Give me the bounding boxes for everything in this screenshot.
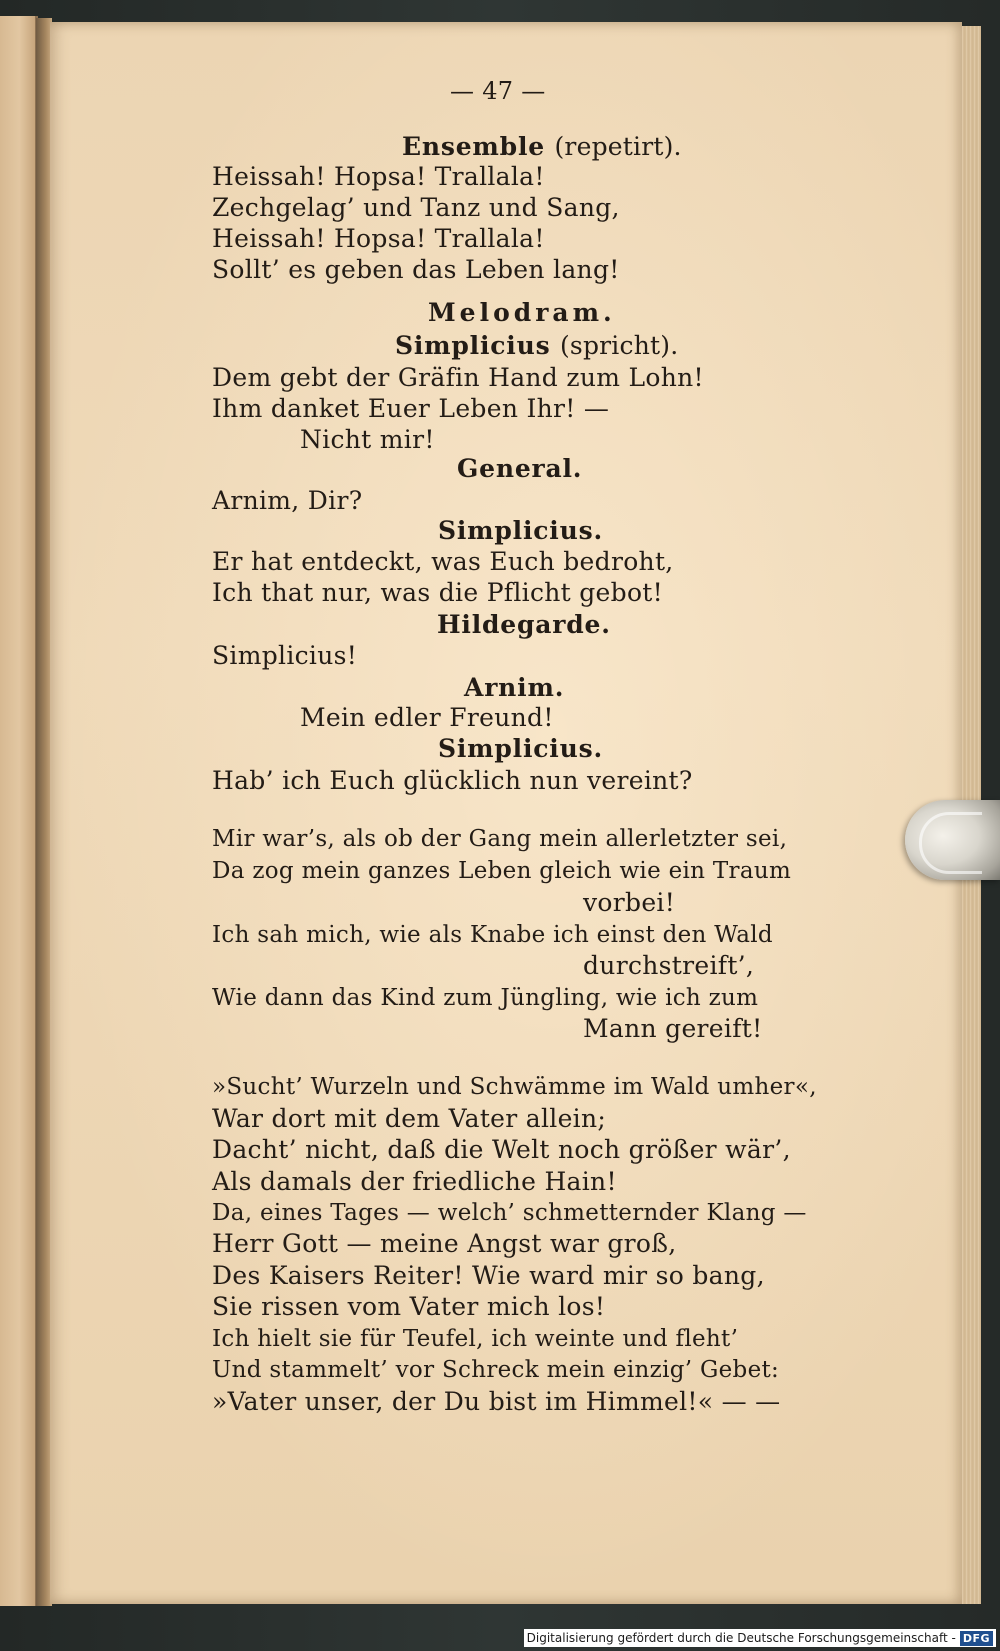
verse-line: Nicht mir! [300, 425, 435, 454]
verse-line: Ich hielt sie für Teufel, ich weinte und fleht’ [212, 1326, 739, 1352]
page-clip [905, 800, 1000, 880]
heading-text: Simplicius [395, 331, 551, 360]
verse-line: Da zog mein ganzes Leben gleich wie ein Traum [212, 858, 792, 884]
verse-line: Des Kaisers Reiter! Wie ward mir so bang, [212, 1261, 765, 1290]
verse-line: »Sucht’ Wurzeln und Schwämme im Wald umher«, [212, 1074, 817, 1100]
section-heading-melodram: Melodram. [428, 298, 616, 327]
verse-line: Sie rissen vom Vater mich los! [212, 1292, 606, 1321]
verse-line-continuation: durchstreift’, [583, 951, 755, 980]
verse-line: Dacht’ nicht, daß die Welt noch größer wär’, [212, 1135, 791, 1164]
verse-line: Simplicius! [212, 641, 358, 670]
verse-line-continuation: Mann gereift! [583, 1014, 763, 1043]
verse-line: Ich sah mich, wie als Knabe ich einst den Wald [212, 922, 773, 948]
verse-line: Arnim, Dir? [212, 486, 363, 515]
verse-line: Herr Gott — meine Angst war groß, [212, 1229, 677, 1258]
verse-line: War dort mit dem Vater allein; [212, 1104, 607, 1133]
speaker-heading-arnim: Arnim. [464, 673, 565, 702]
speaker-heading-general: General. [457, 454, 583, 483]
verse-line: Heissah! Hopsa! Trallala! [212, 162, 545, 191]
book-page [50, 22, 962, 1604]
speaker-heading-simplicius: Simplicius. [438, 734, 603, 763]
verse-line: Dem gebt der Gräfin Hand zum Lohn! [212, 363, 704, 392]
stage-direction: (spricht). [559, 331, 679, 360]
verse-line: Er hat entdeckt, was Euch bedroht, [212, 547, 674, 576]
digitization-credit [524, 1629, 996, 1647]
verse-line: Wie dann das Kind zum Jüngling, wie ich zum [212, 985, 759, 1011]
stage-direction: (repetirt). [554, 132, 682, 161]
speaker-heading-simplicius [395, 331, 678, 361]
verse-line: Und stammelt’ vor Schreck mein einzig’ Gebet: [212, 1357, 780, 1383]
verse-line: Da, eines Tages — welch’ schmetternder Klang — [212, 1200, 807, 1226]
left-page-edge [0, 16, 38, 1606]
verse-line: Zechgelag’ und Tanz und Sang, [212, 193, 620, 222]
dfg-logo: DFG [960, 1631, 993, 1646]
verse-line: Mein edler Freund! [300, 703, 554, 732]
verse-line: Hab’ ich Euch glücklich nun vereint? [212, 766, 693, 795]
verse-line: Ihm danket Euer Leben Ihr! — [212, 394, 610, 423]
speaker-heading-ensemble [402, 132, 682, 162]
verse-line: Mir war’s, als ob der Gang mein allerletzter sei, [212, 826, 788, 852]
verse-line: Ich that nur, was die Pflicht gebot! [212, 578, 663, 607]
page-number: — 47 — [450, 77, 546, 105]
heading-text: Ensemble [402, 132, 545, 161]
verse-line: »Vater unser, der Du bist im Himmel!« — — [212, 1387, 781, 1416]
speaker-heading-simplicius: Simplicius. [438, 516, 603, 545]
verse-line-continuation: vorbei! [583, 888, 676, 917]
verse-line: Heissah! Hopsa! Trallala! [212, 224, 545, 253]
verse-line: Sollt’ es geben das Leben lang! [212, 255, 620, 284]
verse-line: Als damals der friedliche Hain! [212, 1167, 617, 1196]
speaker-heading-hildegarde: Hildegarde. [437, 610, 611, 639]
credit-text: Digitalisierung gefördert durch die Deutsche Forschungsgemeinschaft - [526, 1631, 956, 1645]
page-clip-highlight [919, 812, 982, 874]
page-text [50, 22, 962, 1604]
